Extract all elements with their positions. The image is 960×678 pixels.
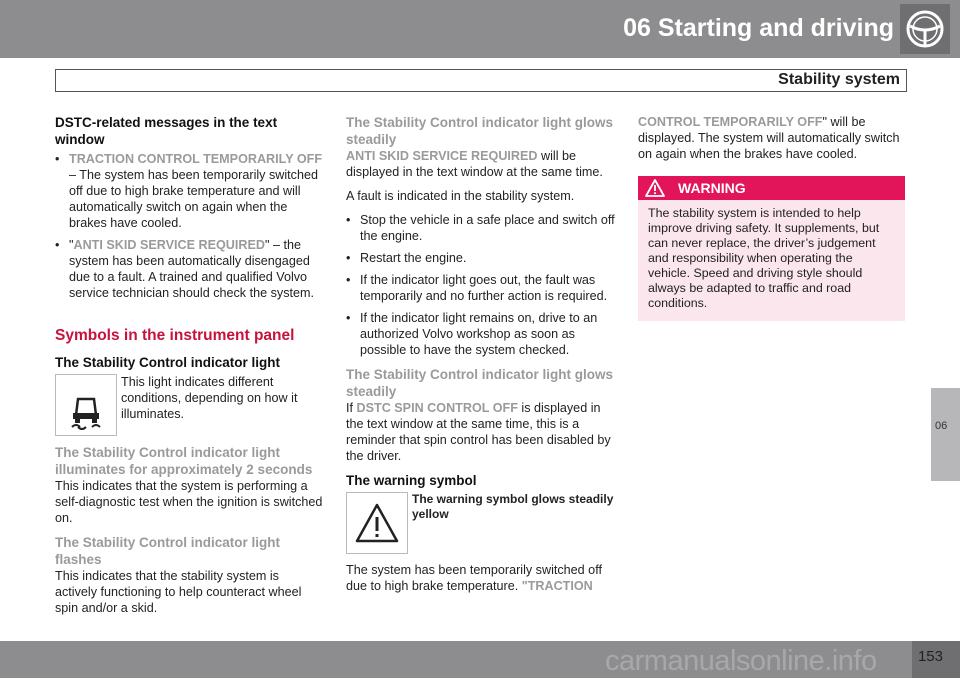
warning-header <box>638 176 905 200</box>
list-item: • "ANTI SKID SERVICE REQUIRED" – the system has been automatically disengaged due to a fault. A trained and qualified Volvo service technician should check the system. <box>55 237 323 301</box>
traction-control-text: CONTROL TEMPORARILY OFF" will be displayed. The system will automatically switch on again when the brakes have cooled. <box>638 115 900 161</box>
skid-car-icon <box>55 374 117 436</box>
dstc-messages-list <box>55 151 323 301</box>
warning-symbol-description: The warning symbol glows steadily yellow <box>412 492 614 521</box>
list-item: • If the indicator light goes out, the fault was temporarily and no further action is required. <box>346 272 616 304</box>
illuminates-heading: The Stability Control indicator light illuminates for approximately 2 seconds <box>55 445 313 477</box>
page-number: 153 <box>917 648 943 665</box>
spin-control-text: If DSTC SPIN CONTROL OFF is displayed in the text window at the same time, this is a reminder that spin control has been disabled by the driver. <box>346 401 611 463</box>
chapter-tab-label: 06 <box>935 420 948 432</box>
symbols-section-heading: Symbols in the instrument panel <box>55 327 295 344</box>
column-right <box>638 114 908 321</box>
watermark: carmanualsonline.info <box>605 645 877 677</box>
warning-box <box>638 176 905 321</box>
illuminates-text: This indicates that the system is performing a self-diagnostic test when the ignition is switched on. <box>55 479 323 525</box>
indicator-light-description: This light indicates different conditions, depending on how it illuminates. <box>121 375 298 421</box>
steering-wheel-icon <box>900 4 950 54</box>
warning-symbol-heading: The warning symbol <box>346 473 477 488</box>
dstc-messages-heading: DSTC-related messages in the text window <box>55 115 278 147</box>
warning-triangle-icon <box>346 492 408 554</box>
flashes-text: This indicates that the stability system is actively functioning to help counteract wheel spin and/or a skid. <box>55 569 302 615</box>
brake-temperature-text: The system has been temporarily switched off due to high brake temperature. "TRACTION <box>346 563 602 593</box>
list-item: • Stop the vehicle in a safe place and switch off the engine. <box>346 212 616 244</box>
list-item: • TRACTION CONTROL TEMPORARILY OFF – The system has been temporarily switched off due to high brake temperature and will automatically switch on again when the brakes have cooled. <box>55 151 323 231</box>
warning-text: The stability system is intended to help improve driving safety. It supplements, but can never replace, the driver’s judgement and responsibility when operating the vehicle. Speed and driving style should always be adapted to traffic and road conditions. <box>638 200 905 321</box>
fault-text: A fault is indicated in the stability system. <box>346 189 575 203</box>
list-item: • If the indicator light remains on, drive to an authorized Volvo workshop as soon as possible to have the system checked. <box>346 310 616 358</box>
glows-steadily-heading-2: The Stability Control indicator light glows steadily <box>346 367 614 399</box>
indicator-light-heading: The Stability Control indicator light <box>55 355 280 370</box>
section-bar <box>55 69 907 92</box>
flashes-heading: The Stability Control indicator light flashes <box>55 535 280 567</box>
column-left <box>55 114 323 624</box>
warning-triangle-icon <box>644 178 666 198</box>
column-middle <box>346 114 616 602</box>
glows-steadily-heading: The Stability Control indicator light glows steadily <box>346 115 614 147</box>
warning-symbol-row <box>346 492 616 562</box>
chapter-tab <box>931 388 960 481</box>
section-title: Stability system <box>778 71 900 88</box>
page-header <box>0 0 960 58</box>
list-item: • Restart the engine. <box>346 250 616 266</box>
warning-title: WARNING <box>678 180 746 196</box>
indicator-symbol-row <box>55 374 323 444</box>
chapter-title: 06 Starting and driving <box>623 14 894 42</box>
fault-steps-list <box>346 212 616 358</box>
service-required-text: ANTI SKID SERVICE REQUIRED will be displayed in the text window at the same time. <box>346 149 603 179</box>
